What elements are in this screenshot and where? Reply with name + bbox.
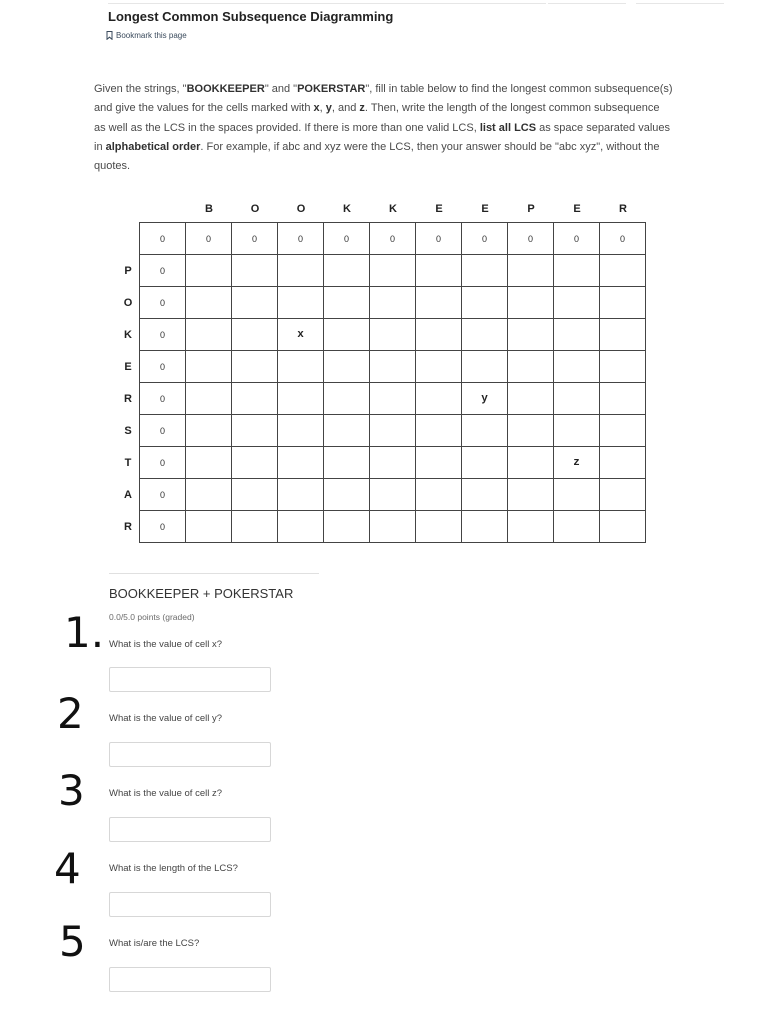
table-cell[interactable]: 0 — [139, 479, 186, 511]
marked-cell-z[interactable]: z — [554, 447, 600, 479]
table-cell[interactable] — [554, 287, 600, 319]
table-cell[interactable] — [186, 415, 232, 447]
table-cell[interactable]: 0 — [139, 287, 186, 319]
table-corner — [117, 196, 139, 222]
table-cell[interactable] — [416, 415, 462, 447]
table-cell[interactable]: 0 — [370, 222, 416, 255]
table-cell[interactable] — [554, 383, 600, 415]
top-divider — [548, 3, 626, 4]
table-cell[interactable] — [416, 511, 462, 543]
table-cell[interactable] — [416, 287, 462, 319]
table-cell[interactable] — [186, 255, 232, 287]
table-cell[interactable] — [324, 287, 370, 319]
table-cell[interactable] — [232, 511, 278, 543]
column-header: K — [343, 203, 351, 215]
table-cell[interactable] — [416, 447, 462, 479]
table-cell[interactable] — [370, 255, 416, 287]
column-header: B — [205, 203, 213, 215]
table-cell[interactable] — [370, 479, 416, 511]
problem-statement: Given the strings, "BOOKKEEPER" and "POKERSTAR", fill in table below to find the longest common subsequence(s) and give the values for the cells marked with x, y, and z. Then, write the length of the longest common subsequence as well as the LCS in the spaces provided. If there is more than one valid LCS, list all LCS as space separated values in alphabetical order. For example, if abc and xyz were the LCS, then your answer should be "abc xyz", without the quotes. — [94, 83, 673, 173]
table-cell[interactable] — [462, 447, 508, 479]
problem-title: BOOKKEEPER + POKERSTAR — [109, 586, 294, 601]
table-cell[interactable]: 0 — [139, 383, 186, 415]
table-cell[interactable]: 0 — [508, 222, 554, 255]
table-cell[interactable] — [462, 255, 508, 287]
table-cell[interactable] — [462, 319, 508, 351]
table-cell[interactable] — [278, 383, 324, 415]
table-cell[interactable] — [508, 351, 554, 383]
handwritten-number-1: 1. — [64, 608, 105, 657]
answer-input-z[interactable] — [109, 817, 271, 842]
table-cell[interactable] — [232, 447, 278, 479]
table-cell[interactable]: 0 — [232, 222, 278, 255]
table-cell[interactable] — [324, 447, 370, 479]
table-cell[interactable] — [416, 479, 462, 511]
table-cell[interactable] — [186, 383, 232, 415]
table-cell[interactable] — [324, 415, 370, 447]
table-cell[interactable] — [370, 415, 416, 447]
table-cell[interactable] — [278, 255, 324, 287]
table-cell[interactable] — [370, 287, 416, 319]
question-label-lcs-length: What is the length of the LCS? — [109, 863, 238, 874]
question-label-x: What is the value of cell x? — [109, 639, 222, 650]
row-header: T — [124, 457, 132, 469]
table-cell[interactable] — [416, 383, 462, 415]
table-cell[interactable] — [554, 255, 600, 287]
table-cell[interactable] — [232, 351, 278, 383]
lcs-table — [117, 196, 646, 543]
row-header-blank — [117, 222, 139, 255]
row-header: S — [124, 425, 132, 437]
top-divider — [108, 3, 546, 4]
table-cell[interactable] — [554, 319, 600, 351]
table-cell[interactable]: 0 — [139, 222, 186, 255]
answer-input-y[interactable] — [109, 742, 271, 767]
table-cell[interactable] — [508, 479, 554, 511]
handwritten-number-3: 3 — [58, 766, 85, 815]
table-cell[interactable] — [462, 415, 508, 447]
points-status: 0.0/5.0 points (graded) — [109, 612, 195, 622]
table-cell[interactable] — [232, 479, 278, 511]
table-cell[interactable] — [462, 511, 508, 543]
table-cell[interactable] — [508, 255, 554, 287]
table-cell[interactable] — [186, 287, 232, 319]
column-header: E — [481, 203, 489, 215]
table-cell[interactable] — [370, 511, 416, 543]
row-header: E — [124, 361, 132, 373]
column-header: O — [250, 203, 260, 215]
section-divider — [109, 573, 319, 574]
question-label-y: What is the value of cell y? — [109, 713, 222, 724]
table-cell[interactable] — [278, 447, 324, 479]
table-cell[interactable] — [416, 255, 462, 287]
page-title: Longest Common Subsequence Diagramming — [108, 9, 394, 24]
row-header: K — [124, 329, 132, 341]
bookmark-icon — [106, 31, 113, 40]
marked-cell-y[interactable]: y — [462, 383, 508, 415]
row-header: O — [123, 297, 133, 309]
table-cell[interactable]: 0 — [139, 511, 186, 543]
table-cell[interactable] — [278, 511, 324, 543]
table-cell[interactable]: 0 — [416, 222, 462, 255]
table-cell[interactable]: 0 — [139, 255, 186, 287]
table-cell[interactable] — [600, 351, 646, 383]
table-cell[interactable] — [324, 511, 370, 543]
handwritten-number-5: 5 — [59, 917, 86, 966]
table-cell[interactable] — [462, 351, 508, 383]
table-cell[interactable] — [370, 319, 416, 351]
table-cell[interactable] — [508, 447, 554, 479]
table-cell[interactable] — [554, 479, 600, 511]
table-cell[interactable] — [508, 511, 554, 543]
table-cell[interactable] — [600, 383, 646, 415]
table-cell[interactable] — [508, 319, 554, 351]
marked-cell-x[interactable]: x — [278, 319, 324, 351]
question-label-z: What is the value of cell z? — [109, 788, 222, 799]
table-cell[interactable] — [324, 479, 370, 511]
row-header: R — [124, 393, 132, 405]
table-cell[interactable]: 0 — [139, 447, 186, 479]
table-cell[interactable] — [278, 415, 324, 447]
table-cell[interactable] — [370, 383, 416, 415]
column-header: P — [527, 203, 535, 215]
table-cell[interactable]: 0 — [462, 222, 508, 255]
column-header: O — [296, 203, 306, 215]
table-cell[interactable] — [232, 415, 278, 447]
table-cell[interactable] — [232, 319, 278, 351]
table-cell[interactable] — [600, 255, 646, 287]
table-cell[interactable] — [600, 479, 646, 511]
table-cell[interactable] — [370, 351, 416, 383]
table-cell[interactable]: 0 — [324, 222, 370, 255]
table-cell[interactable] — [554, 351, 600, 383]
table-cell[interactable] — [600, 447, 646, 479]
table-cell[interactable] — [278, 479, 324, 511]
table-cell[interactable]: 0 — [600, 222, 646, 255]
handwritten-number-4: 4 — [54, 844, 81, 893]
table-cell[interactable] — [232, 255, 278, 287]
table-cell[interactable] — [600, 319, 646, 351]
table-cell[interactable] — [186, 319, 232, 351]
table-cell[interactable] — [600, 415, 646, 447]
table-cell[interactable]: 0 — [139, 351, 186, 383]
table-cell[interactable] — [278, 351, 324, 383]
table-cell[interactable] — [278, 287, 324, 319]
table-cell[interactable] — [508, 287, 554, 319]
table-cell[interactable] — [462, 479, 508, 511]
table-cell[interactable]: 0 — [139, 319, 186, 351]
table-cell[interactable]: 0 — [278, 222, 324, 255]
column-header: R — [619, 203, 627, 215]
answer-input-lcs[interactable] — [109, 967, 271, 992]
column-header: E — [573, 203, 581, 215]
table-cell[interactable] — [554, 511, 600, 543]
table-cell[interactable] — [508, 415, 554, 447]
table-cell[interactable] — [600, 287, 646, 319]
column-header: E — [435, 203, 443, 215]
row-header: A — [124, 489, 132, 501]
answer-input-x[interactable] — [109, 667, 271, 692]
table-cell[interactable] — [186, 479, 232, 511]
table-cell[interactable] — [462, 287, 508, 319]
table-cell[interactable] — [324, 255, 370, 287]
table-cell[interactable] — [232, 287, 278, 319]
column-header: K — [389, 203, 397, 215]
table-cell[interactable] — [186, 511, 232, 543]
table-cell[interactable] — [232, 383, 278, 415]
table-cell[interactable] — [554, 415, 600, 447]
table-cell[interactable] — [324, 383, 370, 415]
table-cell[interactable] — [508, 383, 554, 415]
table-cell[interactable] — [324, 351, 370, 383]
answer-input-lcs-length[interactable] — [109, 892, 271, 917]
table-cell[interactable]: 0 — [554, 222, 600, 255]
handwritten-number-2: 2 — [57, 689, 84, 738]
row-header: R — [124, 521, 132, 533]
top-divider — [636, 3, 724, 4]
table-cell[interactable]: 0 — [139, 415, 186, 447]
bookmark-button[interactable] — [106, 31, 187, 40]
table-cell[interactable]: 0 — [186, 222, 232, 255]
table-corner — [139, 196, 186, 222]
table-cell[interactable] — [416, 319, 462, 351]
table-cell[interactable] — [600, 511, 646, 543]
table-cell[interactable] — [186, 447, 232, 479]
table-cell[interactable] — [416, 351, 462, 383]
table-cell[interactable] — [186, 351, 232, 383]
bookmark-label: Bookmark this page — [116, 31, 187, 40]
row-header: P — [124, 265, 132, 277]
table-cell[interactable] — [370, 447, 416, 479]
question-label-lcs: What is/are the LCS? — [109, 938, 200, 949]
table-cell[interactable] — [324, 319, 370, 351]
